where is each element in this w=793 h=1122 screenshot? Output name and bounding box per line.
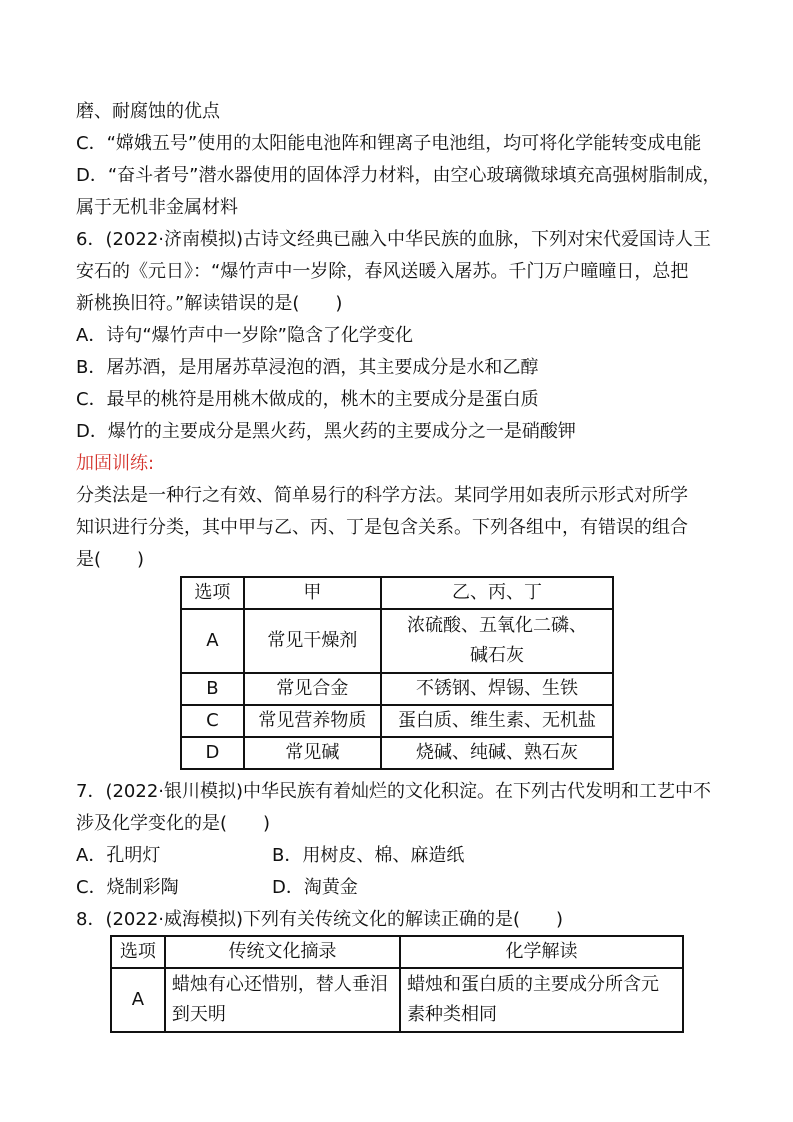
table-header: 选项	[181, 577, 244, 609]
paragraph-line: 知识进行分类，其中甲与乙、丙、丁是包含关系。下列各组中，有错误的组合	[76, 517, 688, 538]
cell-line: 碱石灰	[470, 645, 525, 666]
question-7-option-b: B．用树皮、棉、麻造纸	[272, 845, 465, 866]
cell-line: 蜡烛有心还惜别，替人垂泪	[171, 974, 388, 995]
table-cell: 常见碱	[244, 737, 381, 769]
cell-line: 浓硫酸、五氧化二磷、	[407, 615, 588, 636]
option-d: D．“奋斗者号”潜水器使用的固体浮力材料，由空心玻璃微球填充高强树脂制成，	[76, 165, 721, 186]
question-6-stem: 新桃换旧符。”解读错误的是( )	[76, 293, 343, 314]
question-7-option-c: C．烧制彩陶	[76, 877, 179, 898]
question-7-option-a: A．孔明灯	[76, 845, 161, 866]
section-heading: 加固训练:	[76, 453, 155, 474]
cell-line: 到天明	[171, 1004, 226, 1025]
option-c: C．“嫦娥五号”使用的太阳能电池阵和锂离子电池组，均可将化学能转变成电能	[76, 133, 702, 154]
table-header: 甲	[244, 577, 381, 609]
text-line: 磨、耐腐蚀的优点	[76, 101, 220, 122]
table-header: 乙、丙、丁	[381, 577, 613, 609]
text-line: 属于无机非金属材料	[76, 197, 238, 218]
table-cell	[165, 968, 400, 1032]
question-7-option-d: D．淘黄金	[272, 877, 358, 898]
table-cell: B	[181, 673, 244, 705]
table-cell: A	[111, 968, 165, 1032]
table-cell: 常见干燥剂	[244, 609, 381, 673]
table-cell: 不锈钢、焊锡、生铁	[381, 673, 613, 705]
question-6-stem: 安石的《元日》：“爆竹声中一岁除，春风送暖入屠苏。千门万户曈曈日，总把	[76, 261, 689, 282]
table-cell: 蛋白质、维生素、无机盐	[381, 705, 613, 737]
cell-line: 蜡烛和蛋白质的主要成分所含元	[407, 974, 660, 995]
table-header: 化学解读	[400, 936, 683, 968]
question-6-option-b: B．屠苏酒，是用屠苏草浸泡的酒，其主要成分是水和乙醇	[76, 357, 539, 378]
question-8-stem: 8．(2022·威海模拟)下列有关传统文化的解读正确的是( )	[76, 909, 564, 930]
table-cell: C	[181, 705, 244, 737]
table-cell: A	[181, 609, 244, 673]
question-6-option-a: A．诗句“爆竹声中一岁除”隐含了化学变化	[76, 325, 413, 346]
cell-line: 素种类相同	[407, 1004, 498, 1025]
classification-table	[180, 576, 614, 770]
table-cell: 常见合金	[244, 673, 381, 705]
table-header: 选项	[111, 936, 165, 968]
table-cell	[400, 968, 683, 1032]
culture-table	[110, 935, 684, 1033]
table-cell: 烧碱、纯碱、熟石灰	[381, 737, 613, 769]
table-cell: D	[181, 737, 244, 769]
question-7-stem: 7．(2022·银川模拟)中华民族有着灿烂的文化积淀。在下列古代发明和工艺中不	[76, 781, 712, 802]
paragraph-line: 是( )	[76, 549, 145, 570]
table-header: 传统文化摘录	[165, 936, 400, 968]
question-6-option-c: C．最早的桃符是用桃木做成的，桃木的主要成分是蛋白质	[76, 389, 539, 410]
question-7-stem: 涉及化学变化的是( )	[76, 813, 271, 834]
paragraph-line: 分类法是一种行之有效、简单易行的科学方法。某同学用如表所示形式对所学	[76, 485, 688, 506]
question-6-stem: 6．(2022·济南模拟)古诗文经典已融入中华民族的血脉，下列对宋代爱国诗人王	[76, 229, 712, 250]
table-cell	[381, 609, 613, 673]
table-cell: 常见营养物质	[244, 705, 381, 737]
question-6-option-d: D．爆竹的主要成分是黑火药，黑火药的主要成分之一是硝酸钾	[76, 421, 576, 442]
